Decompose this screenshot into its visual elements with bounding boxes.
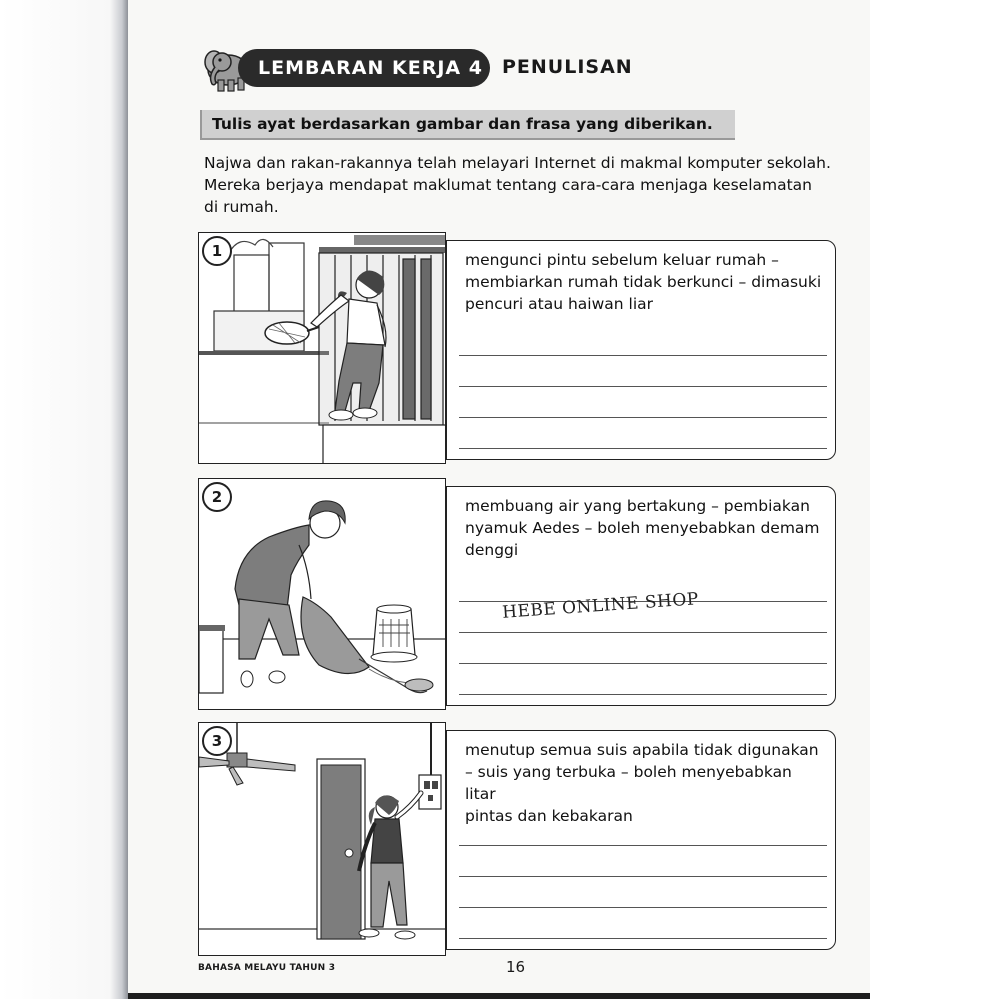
writing-line[interactable]: [459, 938, 827, 939]
woman-pouring-water-illustration: [199, 479, 446, 710]
worksheet-header: [198, 40, 838, 100]
section-title: PENULISAN: [502, 56, 633, 78]
prompt-line: denggi: [465, 541, 519, 559]
exercise-1-prompt: [465, 249, 825, 315]
intro-paragraph: [204, 152, 834, 218]
intro-line: di rumah.: [204, 198, 279, 216]
writing-line[interactable]: [459, 355, 827, 356]
exercise-3-answer-box: [446, 730, 836, 950]
exercise-number-badge: 3: [202, 726, 232, 756]
intro-line: Mereka berjaya mendapat maklumat tentang cara-cara menjaga keselamatan: [204, 176, 813, 194]
worksheet-number-label: LEMBARAN KERJA 4: [238, 49, 490, 87]
prompt-line: pencuri atau haiwan liar: [465, 295, 654, 313]
writing-line[interactable]: [459, 417, 827, 418]
girl-switching-off-illustration: [199, 723, 446, 956]
prompt-line: membiarkan rumah tidak berkunci – dimasuki: [465, 273, 822, 291]
intro-line: Najwa dan rakan-rakannya telah melayari Internet di makmal komputer sekolah.: [204, 154, 831, 172]
book-spine-shadow: [0, 0, 128, 999]
scan-edge: [128, 993, 870, 999]
writing-line[interactable]: [459, 632, 827, 633]
writing-line[interactable]: [459, 448, 827, 449]
exercise-number-badge: 2: [202, 482, 232, 512]
exercise-2-picture: [198, 478, 446, 710]
book-title-footer: BAHASA MELAYU TAHUN 3: [198, 963, 336, 973]
exercise-1-picture: [198, 232, 446, 464]
prompt-line: pintas dan kebakaran: [465, 807, 633, 825]
girl-locking-gate-illustration: [199, 233, 446, 464]
writing-line[interactable]: [459, 663, 827, 664]
exercise-3-picture: [198, 722, 446, 956]
background-margin: [870, 0, 999, 999]
exercise-2-prompt: [465, 495, 825, 561]
shop-watermark: HEBE ONLINE SHOP: [501, 589, 700, 623]
prompt-line: menutup semua suis apabila tidak digunakan: [465, 741, 819, 759]
prompt-line: nyamuk Aedes – boleh menyebabkan demam: [465, 519, 820, 537]
page-number: 16: [506, 958, 526, 976]
writing-line[interactable]: [459, 876, 827, 877]
exercise-number-badge: 1: [202, 236, 232, 266]
prompt-line: membuang air yang bertakung – pembiakan: [465, 497, 810, 515]
prompt-line: – suis yang terbuka – boleh menyebabkan litar: [465, 763, 792, 803]
exercise-3-prompt: [465, 739, 825, 827]
writing-line[interactable]: [459, 694, 827, 695]
writing-line[interactable]: [459, 386, 827, 387]
writing-line[interactable]: [459, 845, 827, 846]
instruction-banner: Tulis ayat berdasarkan gambar dan frasa yang diberikan.: [200, 110, 735, 140]
writing-line[interactable]: [459, 907, 827, 908]
exercise-1-answer-box: [446, 240, 836, 460]
prompt-line: mengunci pintu sebelum keluar rumah –: [465, 251, 779, 269]
